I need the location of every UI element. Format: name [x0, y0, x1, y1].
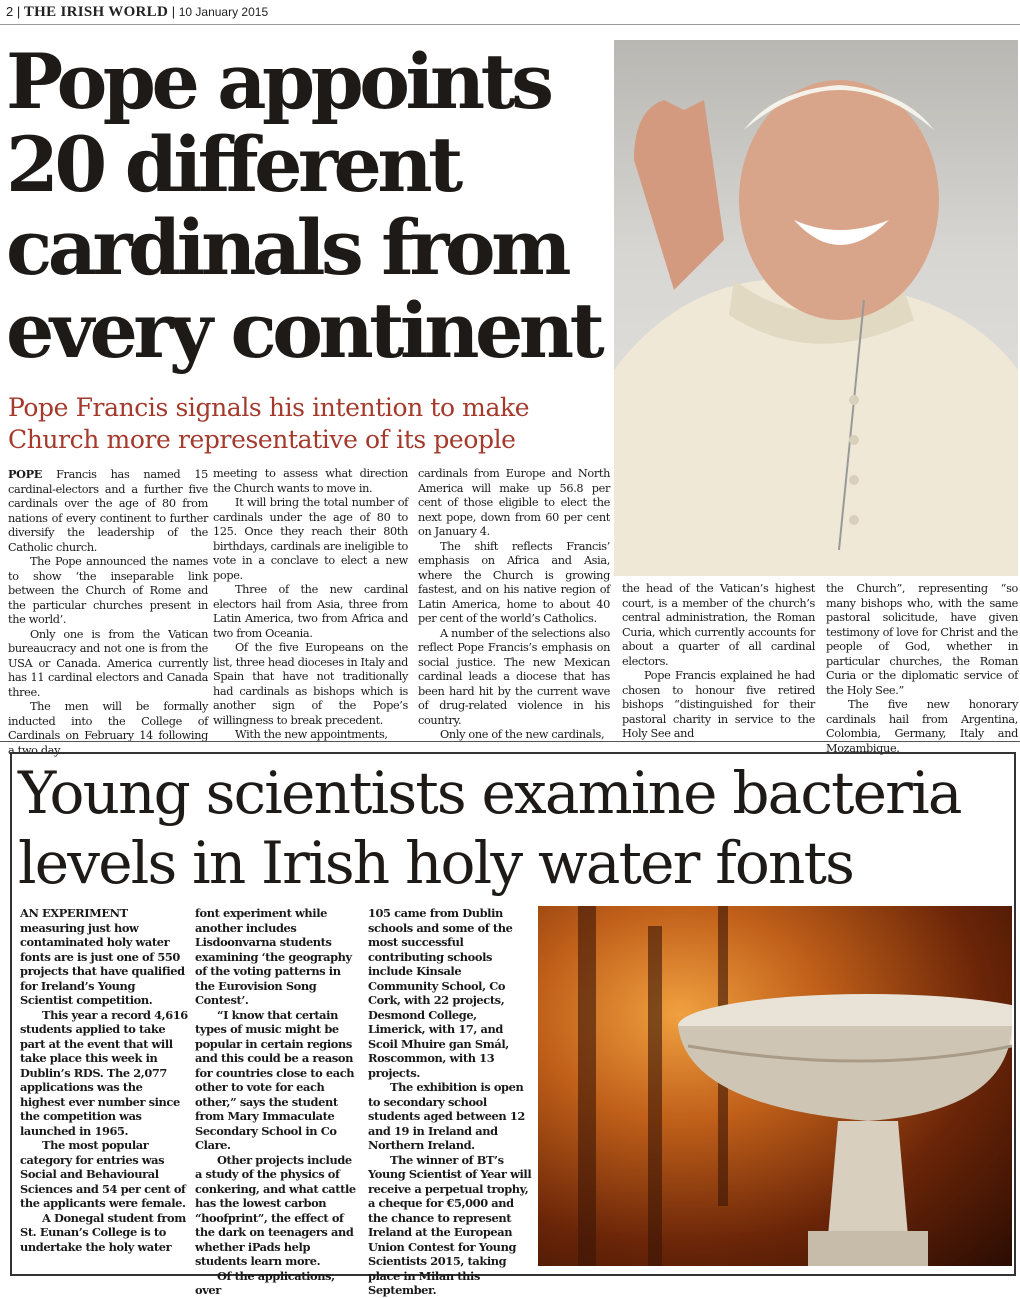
- article2-column-3: [368, 906, 533, 1298]
- headline-line: Young scientists examine bacteria: [18, 759, 961, 827]
- lead-word: POPE: [8, 467, 43, 481]
- headline-line: every continent: [6, 286, 601, 375]
- paragraph: Other projects include a study of the physics of conkering, and what cattle has the lowest carbon “hoofprint”, the effect of the dark on teenagers and whether iPads help students learn more.: [195, 1152, 356, 1268]
- paragraph: A number of the selections also reflect Pope Francis’s emphasis on social justice. The new Mexican cardinal leads a diocese that has been hard hit by the current wave of drug-related violence in his country.: [418, 626, 610, 727]
- paragraph: With the new appointments,: [235, 728, 388, 741]
- headline-line: cardinals from: [6, 203, 568, 292]
- headline-line: levels in Irish holy water fonts: [18, 829, 854, 897]
- paragraph: meeting to assess what direction the Church wants to move in.: [213, 467, 408, 495]
- headline-line: 20 different: [6, 120, 459, 209]
- paragraph: “I know that certain types of music might be popular in certain regions and this could be a reason for countries close to each other to vote for each other,” says the student from Mary Immaculate Secondary School in Co Clare.: [195, 1007, 355, 1152]
- page-folio: 2 | THE IRISH WORLD | 10 January 2015: [6, 4, 269, 20]
- header-rule: [0, 24, 1020, 25]
- paragraph: The five new honorary cardinals hail from Argentina, Colombia, Germany, Italy and Mozambique.: [826, 698, 1018, 755]
- font-illustration: [538, 906, 1012, 1266]
- article2-column-1: [20, 906, 188, 1254]
- paragraph: A Donegal student from St. Eunan’s College is to undertake the holy water: [20, 1210, 186, 1254]
- article1-subhead: Pope Francis signals his intention to make Church more representative of its people: [8, 393, 530, 454]
- paragraph: Only one is from the Vatican bureaucracy and not one is from the USA or Canada. America currently has 11 cardinal electors and Canada three.: [8, 627, 208, 699]
- paragraph: Only one of the new cardinals,: [440, 728, 605, 741]
- paragraph: [8, 467, 208, 555]
- article1-column-2: [213, 467, 408, 743]
- paragraph: Of the five Europeans on the list, three head dioceses in Italy and Spain that have not traditionally had cardinals as bishops which is another sign of the Pope’s willingness to break precedent.: [213, 641, 408, 727]
- publication-name: THE IRISH WORLD: [23, 4, 169, 20]
- article1-column-1: [8, 467, 208, 758]
- paragraph: The winner of BT’s Young Scientist of Year will receive a perpetual trophy, a cheque for €5,000 and the chance to represent Ireland at the European Union Contest for Young Scientists 2015, taking place in Milan this September.: [368, 1152, 532, 1297]
- article1-column-3: [418, 467, 610, 743]
- paragraph: the Church”, representing “so many bishops who, with the same pastoral solicitude, have given testimony of love for Christ and the people of God, whether in particular churches, the Roman Curia or the diplomatic service of the Holy See.”: [826, 582, 1018, 697]
- paragraph: cardinals from Europe and North America will make up 56.8 per cent of those eligible to elect the next pope, down from 60 per cent on January 4.: [418, 467, 610, 538]
- pope-illustration: [614, 40, 1018, 576]
- paragraph: Of the applications, over: [195, 1268, 335, 1297]
- paragraph: The shift reflects Francis’ emphasis on Africa and Asia, where the Church is growing fastest, and on his native region of Latin America, home to about 40 per cent of the world’s Catholics.: [418, 539, 610, 625]
- paragraph-text: Francis has named 15 cardinal-electors and a further five cardinals over the age of 80 from nations of every continent to further diversify the leadership of the Catholic church.: [8, 468, 208, 554]
- paragraph: the head of the Vatican’s highest court, is a member of the church’s central administration, the Roman Curia, which currently accounts for about a quarter of all cardinal electors.: [622, 582, 815, 668]
- section-divider: [0, 741, 1020, 742]
- paragraph: The exhibition is open to secondary school students aged between 12 and 19 in Ireland and Northern Ireland.: [368, 1080, 525, 1152]
- paragraph: The most popular category for entries was Social and Behavioural Sciences and 54 per cent of the applicants were female.: [20, 1138, 186, 1210]
- holy-water-font-photo: [538, 906, 1012, 1266]
- headline-line: Pope appoints: [6, 37, 550, 126]
- article1-headline: [6, 37, 611, 375]
- paragraph: The men will be formally inducted into the College of Cardinals on February 14 following a two day: [8, 700, 208, 757]
- paragraph: Three of the new cardinal electors hail from Asia, three from Latin America, two from Africa and two from Oceania.: [213, 583, 408, 640]
- paragraph: Pope Francis explained he had chosen to honour five retired bishops “distinguished for their pastoral charity in service to the Holy See and: [622, 669, 815, 740]
- pope-francis-photo: [614, 40, 1018, 576]
- paragraph: It will bring the total number of cardinals under the age of 80 to 125. Once they reach their 80th birthdays, cardinals are ineligible to vote in a conclave to elect a new pope.: [213, 496, 408, 582]
- page-number: 2: [6, 4, 14, 19]
- paragraph: 105 came from Dublin schools and some of the most successful contributing schools include Kinsale Community School, Co Cork, with 22 projects, Desmond College, Limerick, with 17, and Scoil Mhuire gan Smál, Roscommon, with 13 projects.: [368, 906, 513, 1080]
- article1-column-5: [826, 582, 1018, 756]
- article2-column-2: [195, 906, 360, 1298]
- paragraph: This year a record 4,616 students applied to take part at the event that will take place this week in Dublin’s RDS. The 2,077 applications was the highest ever number since the competition was launched in 1965.: [20, 1007, 188, 1138]
- paragraph: AN EXPERIMENT measuring just how contaminated holy water fonts are is just one of 550 projects that have qualified for Ireland’s Young Scientist competition.: [20, 906, 185, 1007]
- article1-column-4: [622, 582, 815, 742]
- issue-date: 10 January 2015: [178, 5, 269, 19]
- paragraph: The Pope announced the names to show ‘the inseparable link between the Church of Rome and the particular churches present in the world’.: [8, 555, 208, 626]
- article2-headline: [18, 758, 1013, 898]
- paragraph: font experiment while another includes Lisdoonvarna students examining ‘the geography of the voting patterns in the Eurovision Song Contest’.: [195, 906, 352, 1007]
